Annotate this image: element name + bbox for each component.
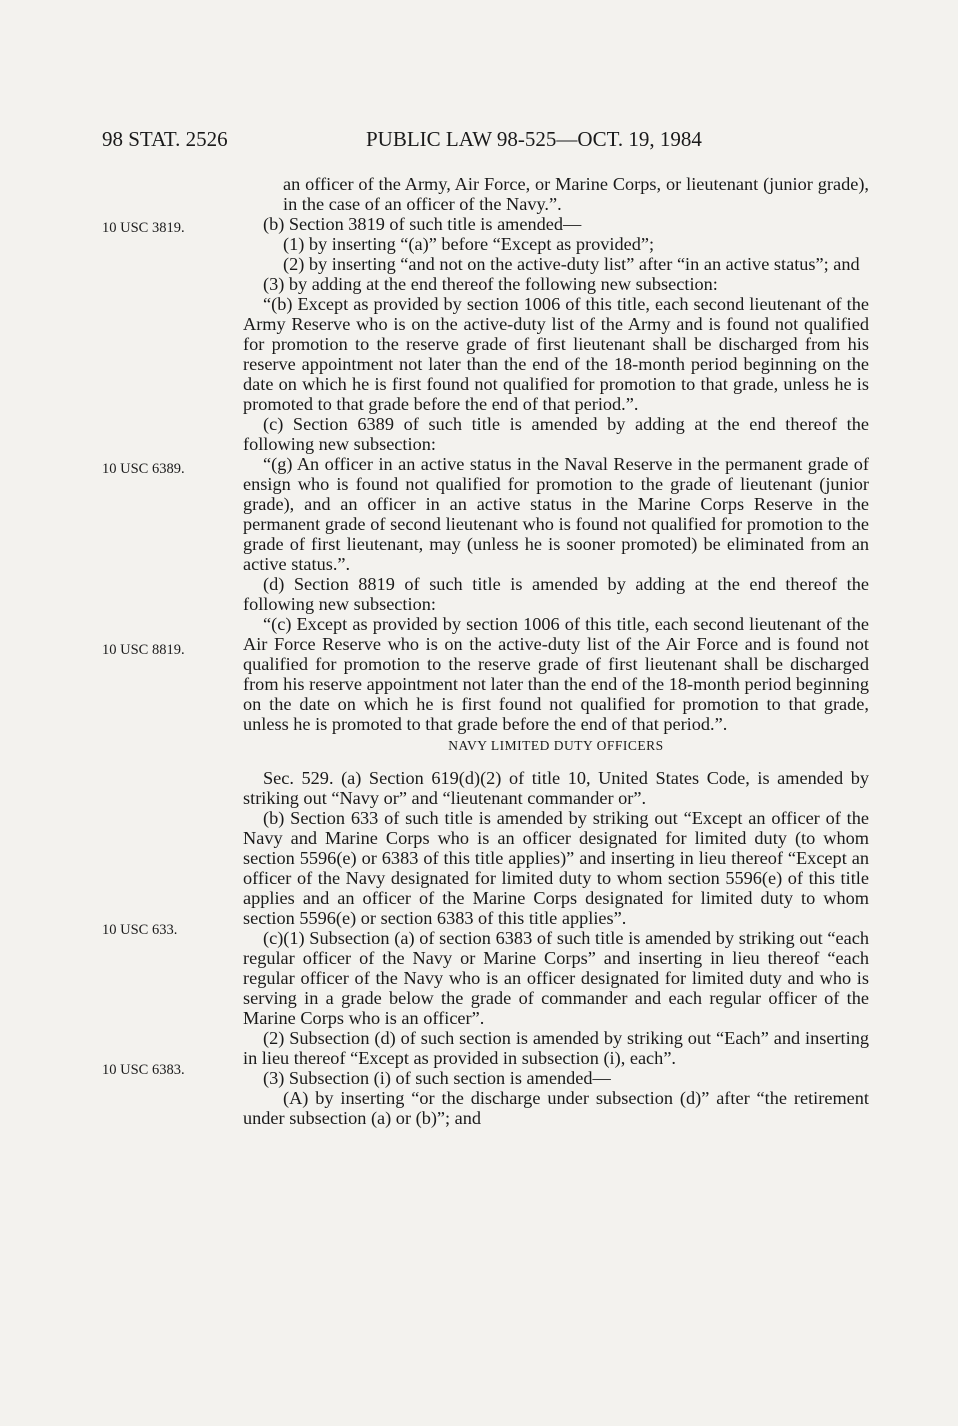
margin-note-633: 10 USC 633. xyxy=(102,922,178,938)
paragraph: (3) by adding at the end thereof the following new subsection: xyxy=(263,274,718,294)
paragraph: (d) Section 8819 of such title is amended by adding at the end thereof the following new subsection: xyxy=(243,574,869,614)
paragraph: (3) Subsection (i) of such section is amended— xyxy=(263,1068,611,1088)
page-header xyxy=(102,127,862,157)
paragraph: “(c) Except as provided by section 1006 of this title, each second lieutenant of the Air Force Reserve who is on the active-duty list of the Air Force and is found not qualified for promotion to the reserve grade of first lieutenant shall be discharged from his reserve appointment not later than the end of the 18-month period beginning on the date on which he is first found not qualified for promotion to that grade, unless he is promoted to that grade before the end of that period.”. xyxy=(243,614,869,734)
paragraph: (2) by inserting “and not on the active-duty list” after “in an active status”; and xyxy=(283,254,860,274)
paragraph: “(b) Except as provided by section 1006 of this title, each second lieutenant of the Army Reserve who is on the active-duty list of the Army and is found not qualified for promotion to the reserve grade of first lieutenant shall be discharged from his reserve appointment not later than the end of the 18-month period beginning on the date on which he is first found not qualified for promotion to that grade, unless he is promoted to that grade before the end of that period.”. xyxy=(243,294,869,414)
paragraph: (A) by inserting “or the discharge under subsection (d)” after “the retirement under subsection (a) or (b)”; and xyxy=(243,1088,869,1128)
section-heading: NAVY LIMITED DUTY OFFICERS xyxy=(448,738,664,753)
margin-note-6383: 10 USC 6383. xyxy=(102,1062,185,1078)
paragraph: Sec. 529. (a) Section 619(d)(2) of title 10, United States Code, is amended by striking out “Navy or” and “lieutenant commander or”. xyxy=(243,768,869,808)
paragraph: “(g) An officer in an active status in the Naval Reserve in the permanent grade of ensign who is found not qualified for promotion to the grade of lieutenant (junior grade), and an officer in an active status in the Marine Corps Reserve in the permanent grade of second lieutenant who is found not qualified for promotion to the grade of first lieutenant, may (unless he is sooner promoted) be eliminated from an active status.”. xyxy=(243,454,869,574)
paragraph: (c)(1) Subsection (a) of section 6383 of such title is amended by striking out “each regular officer of the Navy or Marine Corps” and inserting in lieu thereof “each regular officer of the Navy who is an officer designated for limited duty and who is serving in a grade below the grade of commander and each regular officer of the Marine Corps who is an officer”. xyxy=(243,928,869,1028)
margin-note-3819: 10 USC 3819. xyxy=(102,220,185,236)
running-title: PUBLIC LAW 98-525—OCT. 19, 1984 xyxy=(366,127,702,151)
margin-note-8819: 10 USC 8819. xyxy=(102,642,185,658)
paragraph: (1) by inserting “(a)” before “Except as provided”; xyxy=(283,234,655,254)
paragraph: (c) Section 6389 of such title is amended by adding at the end thereof the following new subsection: xyxy=(243,414,869,454)
paragraph: (b) Section 3819 of such title is amended— xyxy=(263,214,582,234)
paragraph: (2) Subsection (d) of such section is amended by striking out “Each” and inserting in lieu thereof “Except as provided in subsection (i), each”. xyxy=(243,1028,869,1068)
body-text xyxy=(243,174,869,1128)
paragraph: an officer of the Army, Air Force, or Marine Corps, or lieutenant (junior grade), in the case of an officer of the Navy.”. xyxy=(283,174,869,214)
margin-note-6389: 10 USC 6389. xyxy=(102,461,185,477)
page-label: 98 STAT. 2526 xyxy=(102,127,228,151)
paragraph: (b) Section 633 of such title is amended by striking out “Except an officer of the Navy and Marine Corps who is an officer designated for limited duty (to whom section 5596(e) or 6383 of this title applies)” and inserting in lieu thereof “Except an officer of the Navy designated for limited duty to whom section 5596(e) of this title applies and an officer of the Marine Corps designated for limited duty to whom section 5596(e) or section 6383 of this title applies”. xyxy=(243,808,869,928)
